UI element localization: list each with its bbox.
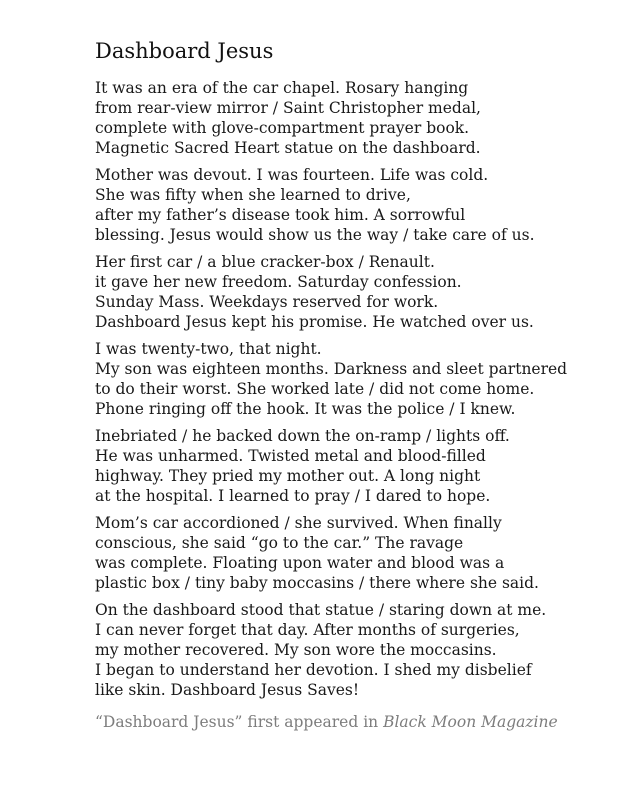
poem-line: at the hospital. I learned to pray / I dared to hope.: [95, 487, 491, 505]
stanza-3: [95, 252, 587, 332]
poem-line: Inebriated / he backed down the on-ramp / lights off.: [95, 427, 510, 445]
poem-line: He was unharmed. Twisted metal and blood-filled: [95, 447, 486, 465]
poem-line: was complete. Floating upon water and blood was a: [95, 554, 505, 572]
poem-line: from rear-view mirror / Saint Christopher medal,: [95, 99, 481, 117]
magazine-name: Black Moon Magazine: [383, 713, 558, 731]
poem-line: highway. They pried my mother out. A long night: [95, 467, 481, 485]
stanza-2: [95, 165, 587, 245]
poem-line: to do their worst. She worked late / did not come home.: [95, 380, 535, 398]
publication-credit: [95, 712, 587, 732]
poem-line: after my father’s disease took him. A sorrowful: [95, 206, 466, 224]
stanza-4: [95, 339, 587, 419]
poem-line: She was fifty when she learned to drive,: [95, 186, 411, 204]
poem-line: my mother recovered. My son wore the moccasins.: [95, 641, 497, 659]
poem-line: I began to understand her devotion. I shed my disbelief: [95, 661, 532, 679]
poem-title: Dashboard Jesus: [95, 39, 274, 63]
stanza-1: [95, 78, 587, 158]
poem-line: conscious, she said “go to the car.” The ravage: [95, 534, 464, 552]
poem-line: It was an era of the car chapel. Rosary hanging: [95, 79, 469, 97]
poem-line: complete with glove-compartment prayer book.: [95, 119, 470, 137]
poem-line: Magnetic Sacred Heart statue on the dashboard.: [95, 139, 481, 157]
credit-text: “Dashboard Jesus” first appeared in: [95, 713, 384, 731]
poem-line: On the dashboard stood that statue / staring down at me.: [95, 601, 547, 619]
stanza-7: [95, 600, 587, 700]
poem-line: like skin. Dashboard Jesus Saves!: [95, 681, 360, 699]
poem-line: Dashboard Jesus kept his promise. He watched over us.: [95, 313, 534, 331]
poem-line: Her first car / a blue cracker-box / Renault.: [95, 253, 435, 271]
poem-line: Mom’s car accordioned / she survived. When finally: [95, 514, 502, 532]
poem-line: plastic box / tiny baby moccasins / there where she said.: [95, 574, 539, 592]
poem-line: it gave her new freedom. Saturday confession.: [95, 273, 462, 291]
poem-line: blessing. Jesus would show us the way / take care of us.: [95, 226, 535, 244]
poem-line: I was twenty-two, that night.: [95, 340, 322, 358]
poem-line: I can never forget that day. After months of surgeries,: [95, 621, 520, 639]
poem-line: Sunday Mass. Weekdays reserved for work.: [95, 293, 439, 311]
stanza-6: [95, 513, 587, 593]
poem-line: My son was eighteen months. Darkness and sleet partnered: [95, 360, 568, 378]
poem-line: Phone ringing off the hook. It was the police / I knew.: [95, 400, 516, 418]
stanza-5: [95, 426, 587, 506]
poem-line: Mother was devout. I was fourteen. Life was cold.: [95, 166, 489, 184]
